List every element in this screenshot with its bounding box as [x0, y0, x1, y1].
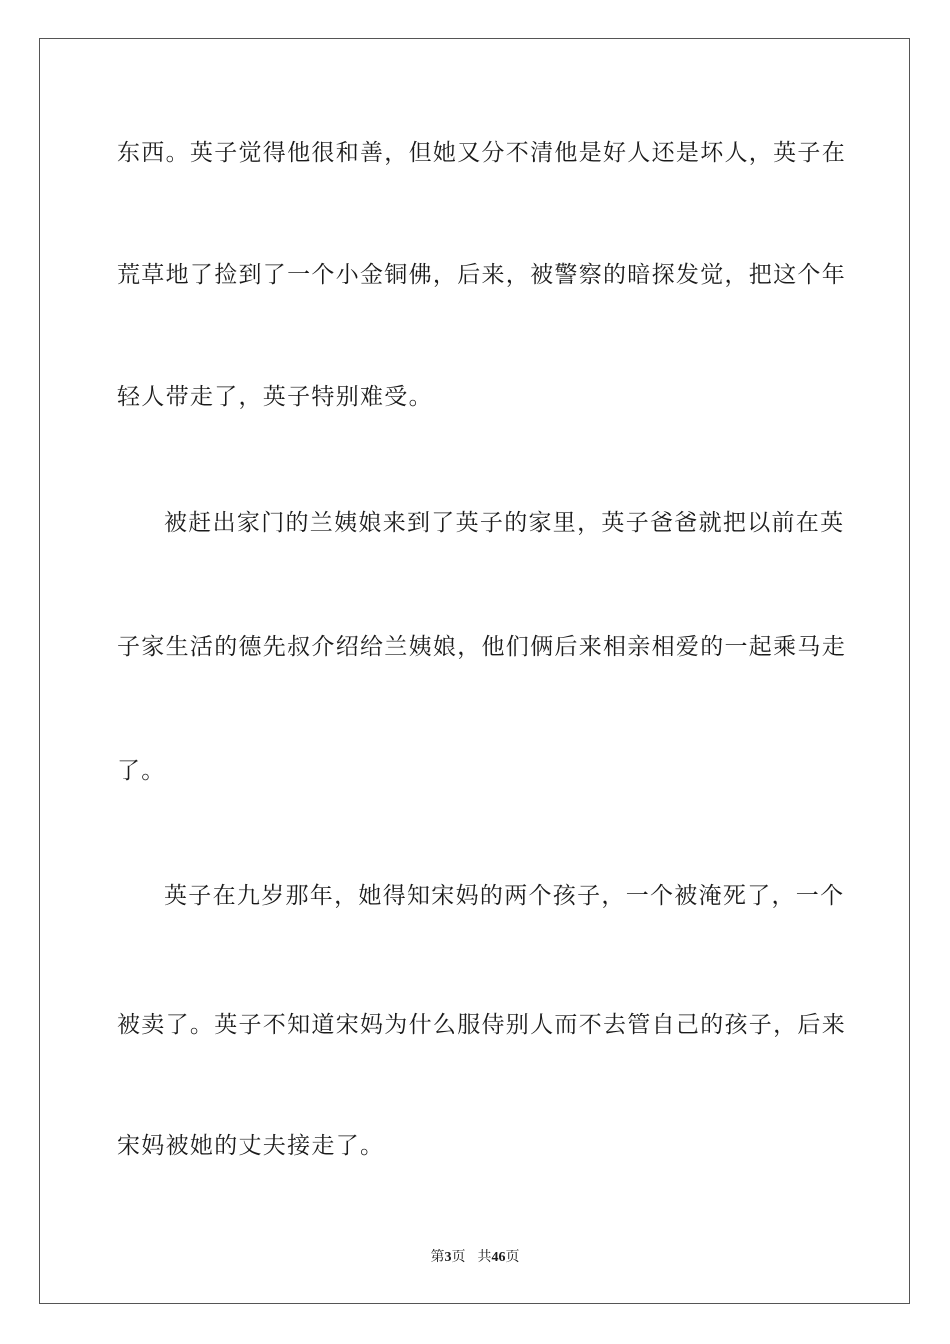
footer-total-prefix: 共 — [477, 1249, 492, 1265]
page-footer — [0, 1246, 950, 1266]
paragraph-line: 子家生活的德先叔介绍给兰姨娘，他们俩后来相亲相爱的一起乘马走 — [117, 634, 846, 660]
paragraph-line: 被卖了。英子不知道宋妈为什么服侍别人而不去管自己的孩子，后来 — [117, 1012, 846, 1038]
footer-total-suffix: 页 — [505, 1249, 520, 1265]
paragraph-line: 轻人带走了，英子特别难受。 — [117, 384, 433, 410]
paragraph-line: 宋妈被她的丈夫接走了。 — [117, 1133, 385, 1159]
total-pages: 46 — [491, 1250, 506, 1265]
paragraph-line: 英子在九岁那年，她得知宋妈的两个孩子，一个被淹死了，一个 — [164, 883, 845, 909]
footer-page-suffix: 页 — [451, 1249, 466, 1265]
page-border — [39, 38, 910, 1304]
paragraph-line: 东西。英子觉得他很和善，但她又分不清他是好人还是坏人，英子在 — [117, 140, 846, 166]
paragraph-line: 被赶出家门的兰姨娘来到了英子的家里，英子爸爸就把以前在英 — [164, 510, 845, 536]
paragraph-line: 了。 — [117, 758, 166, 784]
paragraph-line: 荒草地了捡到了一个小金铜佛，后来，被警察的暗探发觉，把这个年 — [117, 262, 846, 288]
page-number: 3 — [444, 1250, 452, 1265]
footer-prefix: 第 — [430, 1249, 445, 1265]
